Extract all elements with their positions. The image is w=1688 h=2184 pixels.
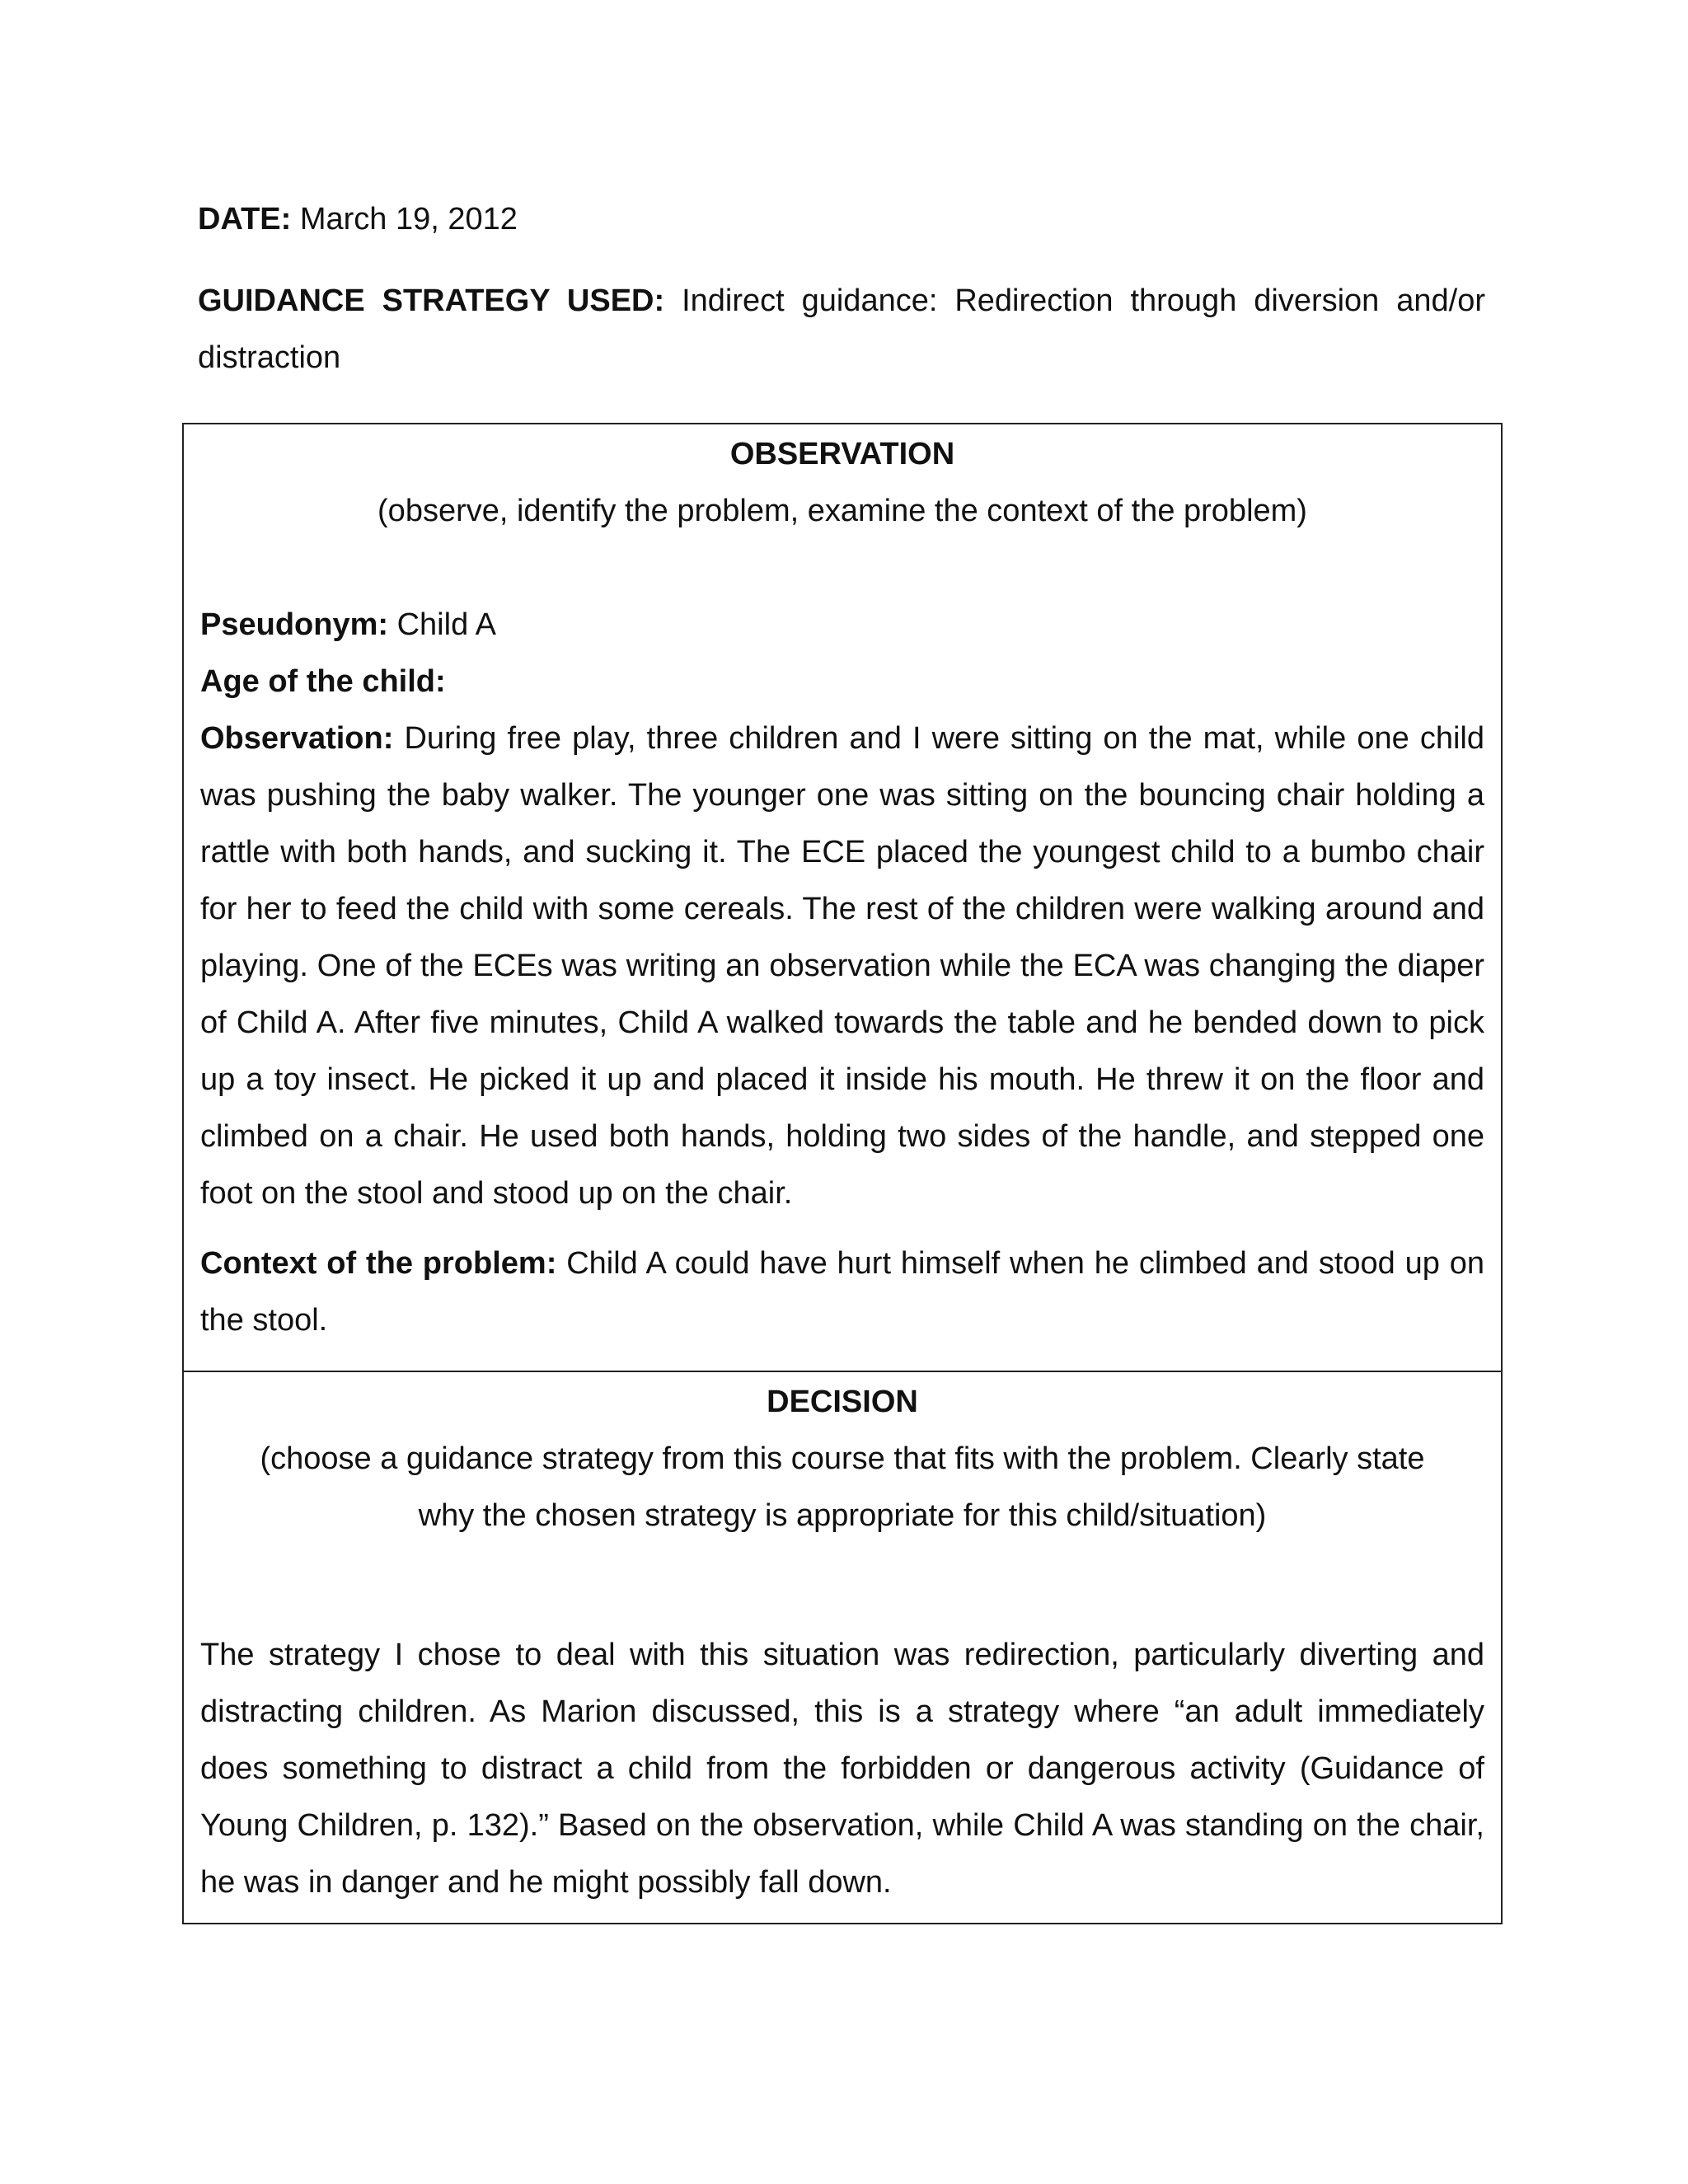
pseudonym-label: Pseudonym:: [200, 607, 389, 642]
context-paragraph: [200, 1235, 1484, 1349]
decision-subtitle: (choose a guidance strategy from this course that fits with the problem. Clearly state why the chosen strategy is appropriate for this child/situation): [260, 1441, 1425, 1533]
age-field: [200, 654, 1484, 710]
context-label: Context of the problem:: [200, 1246, 557, 1281]
date-label: DATE:: [198, 202, 292, 237]
strategy-line: [198, 273, 1485, 387]
observation-label: Observation:: [200, 721, 394, 756]
pseudonym-field: [200, 597, 1484, 654]
observation-paragraph: [200, 710, 1484, 1222]
context-text: Child A could have hurt himself when he climbed and stood up on the stool.: [200, 1246, 1484, 1338]
guidance-form-table: [182, 423, 1503, 1924]
pseudonym-value: Child A: [396, 607, 497, 642]
strategy-value: Indirect guidance: Redirection through diversion and/or distraction: [198, 284, 1485, 375]
decision-title: DECISION: [767, 1385, 918, 1419]
observation-subtitle: (observe, identify the problem, examine the context of the problem): [377, 494, 1307, 528]
decision-body: The strategy I chose to deal with this situation was redirection, particularly diverting and distracting children. As Marion discussed, this is a strategy where “an adult immediately does something to distract a child from the forbidden or dangerous activity (Guidance of Young Children, p. 132).” Based on the observation, while Child A was standing on the chair, he was in danger and he might possibly fall down.: [200, 1638, 1484, 1900]
observation-section: [184, 424, 1501, 1371]
document-header: [198, 191, 1485, 387]
observation-title: OBSERVATION: [729, 437, 955, 471]
decision-section: [184, 1371, 1501, 1923]
strategy-label: GUIDANCE STRATEGY USED:: [198, 284, 665, 318]
date-line: [198, 191, 1485, 248]
date-value: March 19, 2012: [299, 202, 518, 237]
observation-text: During free play, three children and I were sitting on the mat, while one child was pushing the baby walker. The younger one was sitting on the bouncing chair holding a rattle with both hands, and sucking it. The ECE placed the youngest child to a bumbo chair for her to feed the child with some cereals. The rest of the children were walking around and playing. One of the ECEs was writing an observation while the ECA was changing the diaper of Child A. After five minutes, Child A walked towards the table and he bended down to pick up a toy insect. He picked it up and placed it inside his mouth. He threw it on the floor and climbed on a chair. He used both hands, holding two sides of the handle, and stepped one foot on the stool and stood up on the chair.: [200, 721, 1484, 1211]
age-label: Age of the child:: [200, 664, 446, 699]
